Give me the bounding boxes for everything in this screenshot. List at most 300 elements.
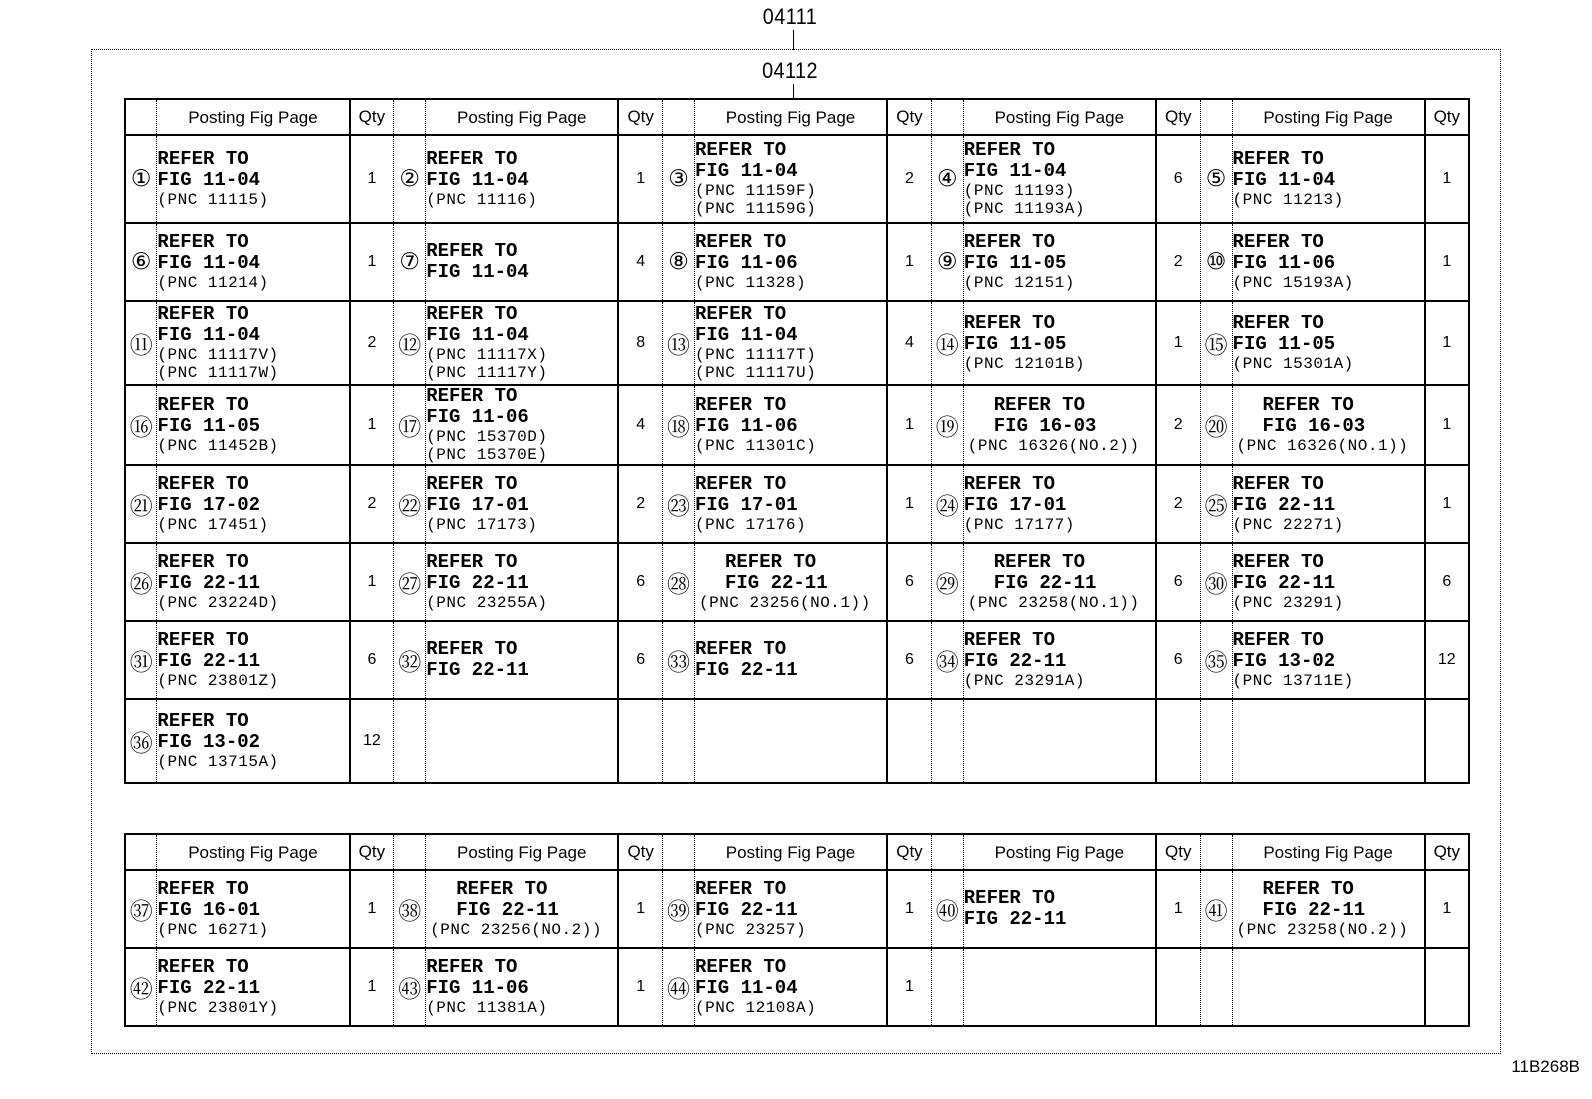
reference-cell	[694, 385, 887, 465]
reference-cell	[963, 385, 1156, 465]
qty-cell: 12	[1437, 651, 1456, 668]
qty-cell: 1	[618, 870, 662, 948]
reference-cell	[1232, 621, 1425, 699]
leader-line	[793, 30, 794, 50]
qty-cell: 2	[350, 301, 394, 385]
callout-number: ⑯	[125, 385, 157, 465]
reference-text: REFER TO	[1232, 629, 1324, 651]
table-row	[125, 465, 1469, 543]
header-qty: Qty	[350, 834, 394, 870]
pnc-text: (PNC 11159G)	[694, 200, 817, 218]
header-number-cell	[931, 99, 963, 135]
header-number-cell	[125, 834, 157, 870]
qty-cell: 2	[350, 465, 394, 543]
reference-text: REFER TO	[426, 303, 518, 325]
qty-cell: 1	[887, 385, 931, 465]
qty-cell: 1	[1442, 416, 1452, 433]
reference-text: FIG 11-04	[426, 324, 529, 346]
pnc-text: (PNC 11116)	[426, 191, 538, 209]
qty-cell: 6	[618, 621, 662, 699]
reference-text: REFER TO	[426, 956, 518, 978]
qty-cell	[1425, 948, 1469, 1026]
reference-text: REFER TO	[1232, 312, 1324, 334]
pnc-text: (PNC 23257)	[694, 921, 807, 939]
qty-cell: 6	[887, 621, 931, 699]
reference-text: FIG 13-02	[1232, 650, 1336, 672]
reference-text: FIG 22-11	[157, 650, 261, 672]
header-posting-fig-page: Posting Fig Page	[426, 834, 619, 870]
reference-text: REFER TO	[157, 148, 249, 170]
reference-text: FIG 11-04	[694, 160, 798, 182]
reference-text: FIG 22-11	[694, 899, 798, 921]
qty-cell: 1	[1442, 170, 1452, 187]
reference-text: FIG 11-06	[1232, 252, 1336, 274]
pnc-text: (PNC 11117V)	[157, 346, 279, 364]
reference-text: FIG 22-11	[157, 572, 261, 594]
reference-text: FIG 11-04	[694, 977, 798, 999]
reference-text: REFER TO	[157, 394, 249, 416]
pnc-text: (PNC 15370E)	[426, 446, 548, 464]
reference-text: REFER TO	[157, 551, 249, 573]
pnc-text: (PNC 11117X)	[426, 346, 548, 364]
table-row	[125, 870, 1469, 948]
reference-text: REFER TO	[426, 551, 518, 573]
reference-cell	[963, 699, 1156, 783]
header-qty: Qty	[887, 99, 931, 135]
reference-text: FIG 22-11	[993, 572, 1097, 594]
qty-cell	[1425, 699, 1469, 783]
reference-cell	[157, 543, 350, 621]
pnc-text: (PNC 11115)	[157, 191, 269, 209]
reference-text: REFER TO	[963, 887, 1055, 909]
callout-number: ⑧	[663, 223, 695, 301]
reference-cell	[157, 948, 350, 1026]
pnc-text: (PNC 11301C)	[694, 437, 817, 455]
qty-cell: 4	[618, 223, 662, 301]
reference-text: FIG 16-01	[157, 899, 261, 921]
pnc-text: (PNC 23256(NO.2))	[430, 921, 602, 939]
callout-number: ⑲	[931, 385, 963, 465]
leader-line	[793, 84, 794, 99]
callout-number: ㉒	[394, 465, 426, 543]
callout-number: ㊶	[1200, 870, 1232, 948]
pnc-text: (PNC 11328)	[694, 274, 807, 292]
header-posting-fig-page: Posting Fig Page	[157, 99, 350, 135]
header-posting-fig-page: Posting Fig Page	[426, 99, 619, 135]
reference-text: REFER TO	[963, 473, 1055, 495]
callout-number: ②	[394, 135, 426, 223]
callout-number: ㉖	[125, 543, 157, 621]
reference-cell	[963, 465, 1156, 543]
pnc-text: (PNC 11193A)	[963, 200, 1085, 218]
qty-cell: 1	[1442, 900, 1452, 917]
callout-number: ⑩	[1200, 223, 1232, 301]
qty-cell: 6	[618, 543, 662, 621]
reference-text: REFER TO	[157, 303, 249, 325]
reference-cell	[1232, 385, 1425, 465]
pnc-text: (PNC 15193A)	[1232, 274, 1354, 292]
reference-text: REFER TO	[426, 240, 518, 262]
qty-cell: 1	[1442, 495, 1452, 512]
reference-cell	[426, 223, 619, 301]
qty-cell: 1	[618, 948, 662, 1026]
reference-text: REFER TO	[1262, 394, 1354, 416]
callout-number: ㉕	[1200, 465, 1232, 543]
header-qty: Qty	[887, 834, 931, 870]
qty-cell: 1	[350, 948, 394, 1026]
pnc-text: (PNC 17451)	[157, 516, 269, 534]
reference-text: FIG 11-04	[1232, 169, 1336, 191]
qty-cell: 1	[1156, 870, 1200, 948]
reference-cell	[1232, 948, 1425, 1026]
qty-cell: 1	[350, 135, 394, 223]
header-number-cell	[125, 99, 157, 135]
table-header-row	[125, 99, 1469, 135]
qty-cell: 1	[1442, 334, 1452, 351]
assembly-number-label: 04111	[762, 4, 818, 29]
table-header-row	[125, 834, 1469, 870]
reference-cell	[1232, 699, 1425, 783]
callout-number: ㉔	[931, 465, 963, 543]
reference-cell	[426, 699, 619, 783]
pnc-text: (PNC 15301A)	[1232, 355, 1354, 373]
qty-cell: 6	[1156, 621, 1200, 699]
reference-cell	[694, 699, 887, 783]
reference-cell	[426, 135, 619, 223]
reference-text: FIG 22-11	[456, 899, 559, 921]
callout-number	[1200, 699, 1232, 783]
reference-cell	[157, 621, 350, 699]
callout-number	[931, 948, 963, 1026]
table-row	[125, 543, 1469, 621]
pnc-text: (PNC 11381A)	[426, 999, 548, 1017]
reference-text: REFER TO	[1232, 231, 1324, 253]
reference-cell	[963, 621, 1156, 699]
reference-cell	[426, 621, 619, 699]
callout-number: ㊱	[125, 699, 157, 783]
pnc-text: (PNC 23224D)	[157, 594, 279, 612]
callout-number: ㉜	[394, 621, 426, 699]
qty-cell: 1	[887, 948, 931, 1026]
reference-text: REFER TO	[694, 473, 787, 495]
reference-text: FIG 11-06	[426, 977, 529, 999]
reference-text: REFER TO	[993, 394, 1085, 416]
reference-cell	[157, 870, 350, 948]
qty-cell: 1	[1156, 301, 1200, 385]
qty-cell: 1	[350, 870, 394, 948]
reference-cell	[963, 301, 1156, 385]
callout-number: ㉚	[1200, 543, 1232, 621]
header-qty: Qty	[1156, 834, 1200, 870]
reference-text: REFER TO	[963, 629, 1055, 651]
callout-number: ㉛	[125, 621, 157, 699]
reference-text: FIG 22-11	[724, 572, 828, 594]
reference-text: FIG 22-11	[1262, 899, 1366, 921]
qty-cell: 2	[618, 465, 662, 543]
pnc-text: (PNC 17176)	[694, 516, 807, 534]
qty-cell: 1	[1442, 253, 1452, 270]
reference-text: FIG 16-03	[993, 415, 1097, 437]
reference-text: REFER TO	[694, 303, 787, 325]
reference-text: FIG 22-11	[1232, 572, 1336, 594]
callout-number: ⑳	[1200, 385, 1232, 465]
pnc-text: (PNC 11117U)	[694, 364, 817, 382]
header-posting-fig-page: Posting Fig Page	[157, 834, 350, 870]
header-qty: Qty	[350, 99, 394, 135]
reference-text: REFER TO	[963, 231, 1055, 253]
reference-text: FIG 11-04	[963, 160, 1067, 182]
reference-text: REFER TO	[426, 148, 518, 170]
reference-cell	[694, 301, 887, 385]
reference-text: FIG 17-01	[694, 494, 798, 516]
table-row	[125, 135, 1469, 223]
qty-cell: 1	[887, 465, 931, 543]
header-qty: Qty	[1433, 107, 1461, 126]
header-number-cell	[394, 99, 426, 135]
reference-text: FIG 11-06	[694, 252, 798, 274]
table-row	[125, 699, 1469, 783]
callout-number: ⑫	[394, 301, 426, 385]
header-number-cell	[663, 834, 695, 870]
table-row	[125, 223, 1469, 301]
reference-text: FIG 16-03	[1262, 415, 1366, 437]
pnc-text: (PNC 11214)	[157, 274, 269, 292]
callout-number: ㊸	[394, 948, 426, 1026]
reference-text: REFER TO	[1232, 551, 1324, 573]
qty-cell: 6	[1442, 573, 1452, 590]
qty-cell: 2	[1156, 223, 1200, 301]
callout-number: ⑱	[663, 385, 695, 465]
callout-number: ㊳	[394, 870, 426, 948]
header-posting-fig-page: Posting Fig Page	[1232, 99, 1425, 135]
pnc-text: (PNC 11193)	[963, 182, 1075, 200]
callout-number: ⑤	[1200, 135, 1232, 223]
reference-text: REFER TO	[694, 638, 787, 660]
reference-text: REFER TO	[1232, 148, 1324, 170]
reference-text: FIG 11-05	[157, 415, 261, 437]
callout-number: ㊵	[931, 870, 963, 948]
pnc-text: (PNC 13711E)	[1232, 672, 1354, 690]
callout-number: ⑪	[125, 301, 157, 385]
reference-text: REFER TO	[694, 394, 787, 416]
header-qty: Qty	[1156, 99, 1200, 135]
pnc-text: (PNC 11159F)	[694, 182, 817, 200]
reference-cell	[1232, 465, 1425, 543]
reference-text: REFER TO	[963, 139, 1055, 161]
reference-text: FIG 17-02	[157, 494, 261, 516]
reference-text: REFER TO	[426, 638, 518, 660]
pnc-text: (PNC 23291A)	[963, 672, 1085, 690]
qty-cell: 2	[1156, 465, 1200, 543]
reference-text: REFER TO	[157, 710, 249, 732]
reference-text: FIG 11-04	[426, 261, 529, 283]
reference-text: REFER TO	[963, 312, 1055, 334]
reference-text: FIG 11-04	[157, 169, 261, 191]
qty-cell: 1	[350, 223, 394, 301]
header-qty: Qty	[618, 834, 662, 870]
callout-number: ⑨	[931, 223, 963, 301]
reference-text: REFER TO	[1232, 473, 1324, 495]
pnc-text: (PNC 11117Y)	[426, 364, 548, 382]
reference-text: FIG 11-05	[1232, 333, 1336, 355]
reference-text: FIG 11-05	[963, 252, 1067, 274]
reference-text: REFER TO	[426, 473, 518, 495]
reference-text: FIG 11-04	[157, 252, 261, 274]
callout-number: ㊲	[125, 870, 157, 948]
pnc-text: (PNC 12108A)	[694, 999, 817, 1017]
callout-number: ⑦	[394, 223, 426, 301]
pnc-text: (PNC 23258(NO.1))	[967, 594, 1140, 612]
reference-cell	[426, 870, 619, 948]
callout-number	[931, 699, 963, 783]
reference-cell	[157, 301, 350, 385]
pnc-text: (PNC 11452B)	[157, 437, 279, 455]
pnc-text: (PNC 11213)	[1232, 191, 1344, 209]
reference-cell	[694, 870, 887, 948]
callout-number: ④	[931, 135, 963, 223]
pnc-text: (PNC 22271)	[1232, 516, 1344, 534]
reference-text: FIG 17-01	[963, 494, 1067, 516]
callout-number: ⑮	[1200, 301, 1232, 385]
reference-cell	[426, 465, 619, 543]
reference-text: FIG 22-11	[1232, 494, 1336, 516]
reference-cell	[1232, 543, 1425, 621]
callout-number: ㊹	[663, 948, 695, 1026]
reference-cell	[963, 135, 1156, 223]
pnc-text: (PNC 16326(NO.1))	[1236, 437, 1409, 455]
callout-number	[394, 699, 426, 783]
reference-text: FIG 22-11	[963, 908, 1067, 930]
reference-text: REFER TO	[694, 139, 787, 161]
reference-text: FIG 13-02	[157, 731, 261, 753]
reference-text: REFER TO	[694, 878, 787, 900]
header-qty: Qty	[618, 99, 662, 135]
reference-cell	[157, 385, 350, 465]
qty-cell	[1156, 699, 1200, 783]
qty-cell: 4	[887, 301, 931, 385]
pnc-text: (PNC 16326(NO.2))	[967, 437, 1140, 455]
callout-number: ⑥	[125, 223, 157, 301]
header-posting-fig-page: Posting Fig Page	[963, 834, 1156, 870]
qty-cell: 6	[1156, 135, 1200, 223]
figure-code: 11B268B	[1511, 1057, 1580, 1076]
callout-number: ⑰	[394, 385, 426, 465]
reference-cell	[694, 543, 887, 621]
table-row	[125, 301, 1469, 385]
header-number-cell	[663, 99, 695, 135]
reference-text: FIG 22-11	[963, 650, 1067, 672]
callout-number: ㉙	[931, 543, 963, 621]
reference-text: REFER TO	[694, 231, 787, 253]
pnc-text: (PNC 23258(NO.2))	[1236, 921, 1409, 939]
callout-number: ㉗	[394, 543, 426, 621]
header-number-cell	[931, 834, 963, 870]
qty-cell: 6	[1156, 543, 1200, 621]
callout-number: ㉝	[663, 621, 695, 699]
qty-cell	[887, 699, 931, 783]
qty-cell: 4	[618, 385, 662, 465]
header-posting-fig-page: Posting Fig Page	[1232, 834, 1425, 870]
qty-cell: 1	[350, 543, 394, 621]
callout-number: ㉑	[125, 465, 157, 543]
pnc-text: (PNC 23801Z)	[157, 672, 279, 690]
reference-text: FIG 11-06	[426, 406, 529, 428]
pnc-text: (PNC 12101B)	[963, 355, 1085, 373]
reference-text: FIG 11-04	[426, 169, 529, 191]
header-posting-fig-page: Posting Fig Page	[694, 834, 887, 870]
pnc-text: (PNC 23291)	[1232, 594, 1344, 612]
reference-text: FIG 17-01	[426, 494, 529, 516]
reference-cell	[694, 621, 887, 699]
callout-number	[1200, 948, 1232, 1026]
pnc-text: (PNC 11117W)	[157, 364, 279, 382]
qty-cell: 2	[887, 135, 931, 223]
table-row	[125, 621, 1469, 699]
callout-number: ㉓	[663, 465, 695, 543]
reference-cell	[157, 223, 350, 301]
reference-cell	[157, 135, 350, 223]
reference-cell	[963, 223, 1156, 301]
reference-cell	[426, 301, 619, 385]
callout-number: ㉟	[1200, 621, 1232, 699]
reference-text: FIG 11-06	[694, 415, 798, 437]
sub-assembly-number-label: 04112	[762, 58, 818, 83]
reference-text: FIG 22-11	[426, 659, 529, 681]
reference-cell	[1232, 870, 1425, 948]
reference-cell	[694, 465, 887, 543]
callout-number: ⑬	[663, 301, 695, 385]
qty-cell: 1	[618, 135, 662, 223]
reference-text: REFER TO	[993, 551, 1085, 573]
reference-cell	[1232, 135, 1425, 223]
reference-text: REFER TO	[694, 956, 787, 978]
reference-text: FIG 11-05	[963, 333, 1067, 355]
reference-text: REFER TO	[157, 473, 249, 495]
header-posting-fig-page: Posting Fig Page	[963, 99, 1156, 135]
qty-cell: 8	[618, 301, 662, 385]
reference-text: FIG 11-04	[694, 324, 798, 346]
header-posting-fig-page: Posting Fig Page	[694, 99, 887, 135]
pnc-text: (PNC 15370D)	[426, 428, 548, 446]
reference-cell	[1232, 223, 1425, 301]
reference-table-main	[124, 98, 1470, 784]
qty-cell	[1156, 948, 1200, 1026]
pnc-text: (PNC 23801Y)	[157, 999, 279, 1017]
reference-cell	[963, 543, 1156, 621]
reference-text: FIG 11-04	[157, 324, 261, 346]
reference-text: REFER TO	[157, 878, 249, 900]
qty-cell	[618, 699, 662, 783]
pnc-text: (PNC 23255A)	[426, 594, 548, 612]
qty-cell: 2	[1156, 385, 1200, 465]
callout-number: ㊷	[125, 948, 157, 1026]
reference-text: REFER TO	[426, 385, 518, 407]
reference-cell	[694, 948, 887, 1026]
pnc-text: (PNC 16271)	[157, 921, 269, 939]
reference-text: REFER TO	[157, 231, 249, 253]
reference-cell	[157, 699, 350, 783]
reference-cell	[426, 385, 619, 465]
callout-number: ③	[663, 135, 695, 223]
reference-text: REFER TO	[157, 956, 249, 978]
header-qty: Qty	[1433, 842, 1461, 861]
table-row	[125, 385, 1469, 465]
reference-text: REFER TO	[724, 551, 817, 573]
qty-cell: 6	[350, 621, 394, 699]
reference-cell	[694, 223, 887, 301]
callout-number	[663, 699, 695, 783]
reference-cell	[963, 948, 1156, 1026]
